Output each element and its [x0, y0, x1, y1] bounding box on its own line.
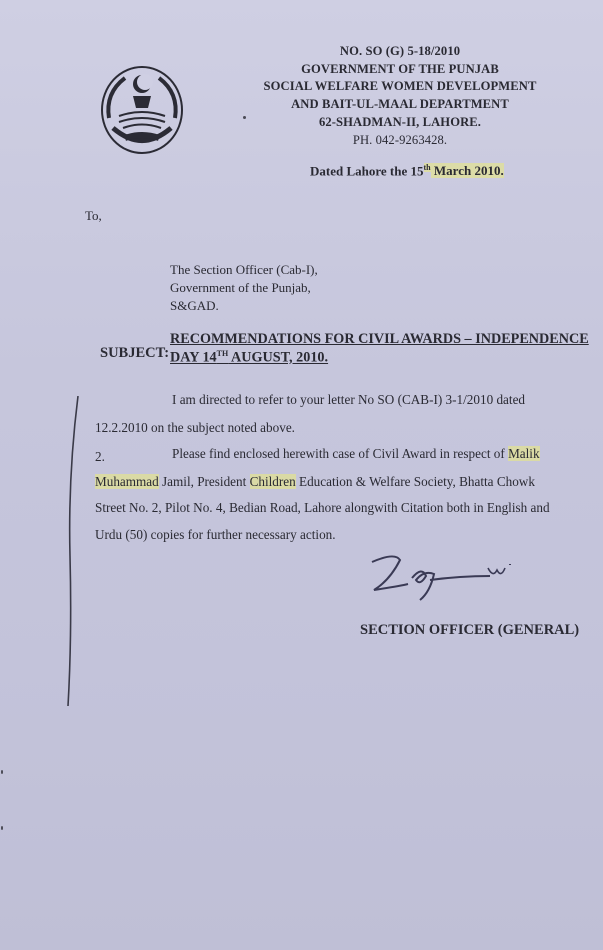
signature-image [360, 540, 520, 610]
paper-speck [243, 116, 246, 119]
office-address: 62-SHADMAN-II, LAHORE. [318, 115, 482, 129]
recipient-line-1: The Section Officer (Cab-I), [170, 262, 318, 277]
subject-label: SUBJECT: [100, 345, 170, 361]
reference-number: NO. SO (G) 5-18/2010 [339, 44, 461, 58]
paper-speck [1, 770, 3, 774]
org-line-3: AND BAIT-UL-MAAL DEPARTMENT [291, 97, 509, 111]
recipient-line-2: Government of the Punjab, [170, 280, 311, 295]
subject-line-1: RECOMMENDATIONS FOR CIVIL AWARDS – INDEPENDENCE [170, 331, 589, 347]
recipient-line-3: S&GAD. [170, 298, 219, 313]
paragraph-1-line-1: I am directed to refer to your letter No SO (CAB-I) 3-1/2010 dated [172, 392, 526, 407]
paragraph-2-line-2: Muhammad Jamil, President Children Education & Welfare Society, Bhatta Chowk [95, 474, 535, 489]
signatory-designation: SECTION OFFICER (GENERAL) [360, 622, 580, 638]
letter-date: Dated Lahore the 15th March 2010. [310, 163, 504, 179]
punjab-emblem-logo [95, 58, 190, 158]
paragraph-2-line-3: Street No. 2, Pilot No. 4, Bedian Road, Lahore alongwith Citation both in English and [95, 500, 550, 515]
paper-speck [1, 826, 3, 830]
subject-line-2: DAY 14TH AUGUST, 2010. [170, 349, 329, 366]
to-label: To, [85, 208, 102, 223]
margin-pencil-mark [62, 396, 82, 706]
paragraph-1-line-2: 12.2.2010 on the subject noted above. [95, 420, 295, 435]
org-line-1: GOVERNMENT OF THE PUNJAB [301, 62, 499, 76]
paragraph-2-number: 2. [95, 449, 105, 464]
paragraph-2-line-1: Please find enclosed herewith case of Civil Award in respect of Malik [172, 446, 540, 461]
office-phone: PH. 042-9263428. [352, 133, 448, 147]
org-line-2: SOCIAL WELFARE WOMEN DEVELOPMENT [263, 79, 537, 93]
paragraph-2-line-4: Urdu (50) copies for further necessary action. [95, 527, 336, 542]
